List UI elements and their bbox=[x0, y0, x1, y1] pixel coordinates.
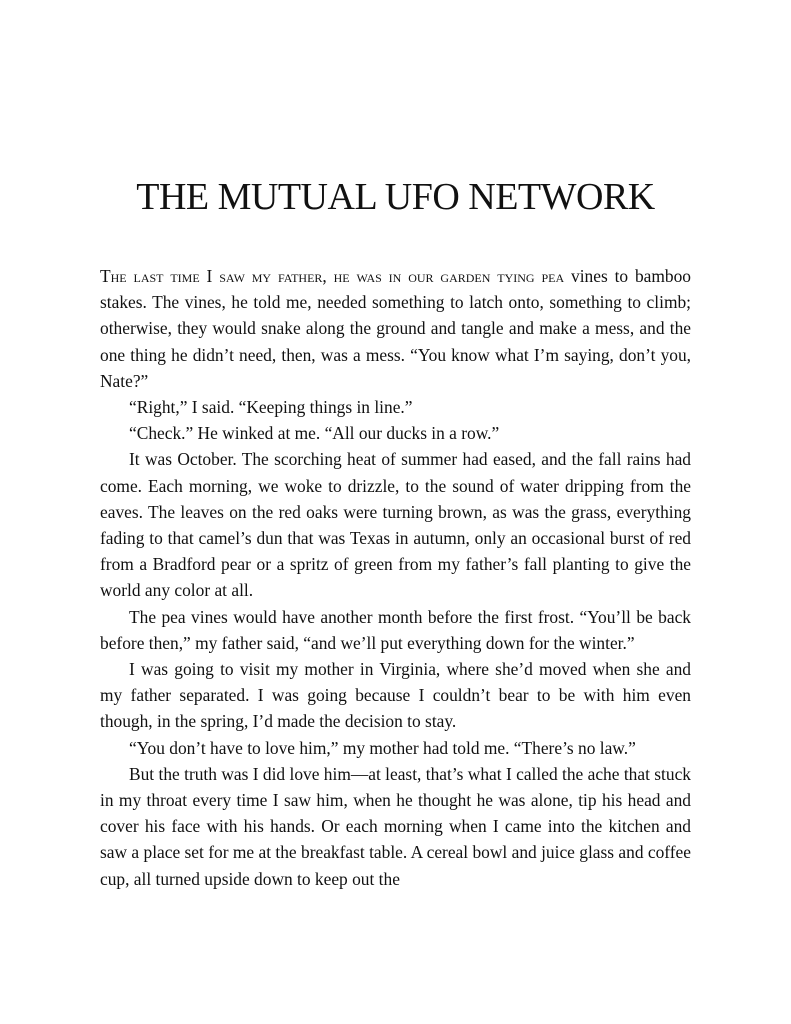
paragraph-2: “Right,” I said. “Keeping things in line.” bbox=[129, 397, 413, 418]
paragraph-3: “Check.” He winked at me. “All our ducks in a row.” bbox=[129, 423, 500, 444]
chapter-title: THE MUTUAL UFO NETWORK bbox=[136, 176, 655, 218]
paragraph-8: But the truth was I did love him—at least, that’s what I called the ache that stuck in my throat every time I saw him, when he thought he was alone, tip his head and cover his face with his hands. Or each morning when I came into the kitchen and saw a place set for me at the breakfast table. A cereal bowl and juice glass and coffee cup, all turned upside down to keep out the bbox=[100, 763, 691, 889]
paragraph-6: I was going to visit my mother in Virginia, where she’d moved when she and my father separated. I was going because I couldn’t bear to be with him even though, in the spring, I’d made the decision to stay. bbox=[100, 659, 691, 732]
paragraph-1 bbox=[100, 263, 691, 394]
opening-small-caps: The last time I saw my father, he was in our garden tying pea bbox=[100, 266, 565, 286]
paragraph-text: vines to bamboo stakes. The vines, he told me, needed something to latch onto, something to climb; otherwise, they would snake along the ground and tangle and make a mess, and the one thing he didn’t need, then, was a mess. “You know what I’m saying, don’t you, Nate?” bbox=[100, 266, 691, 391]
paragraph-4: It was October. The scorching heat of summer had eased, and the fall rains had come. Each morning, we woke to drizzle, to the sound of water dripping from the eaves. The leaves on the red oaks were turning brown, as was the grass, everything fading to that camel’s dun that was Texas in autumn, only an occasional burst of red from a Bradford pear or a spritz of green from my father’s fall planting to give the world any color at all. bbox=[100, 449, 691, 601]
paragraph-7: “You don’t have to love him,” my mother had told me. “There’s no law.” bbox=[129, 737, 636, 758]
chapter-body bbox=[100, 263, 691, 892]
paragraph-5: The pea vines would have another month before the first frost. “You’ll be back before then,” my father said, “and we’ll put everything down for the winter.” bbox=[100, 606, 691, 653]
